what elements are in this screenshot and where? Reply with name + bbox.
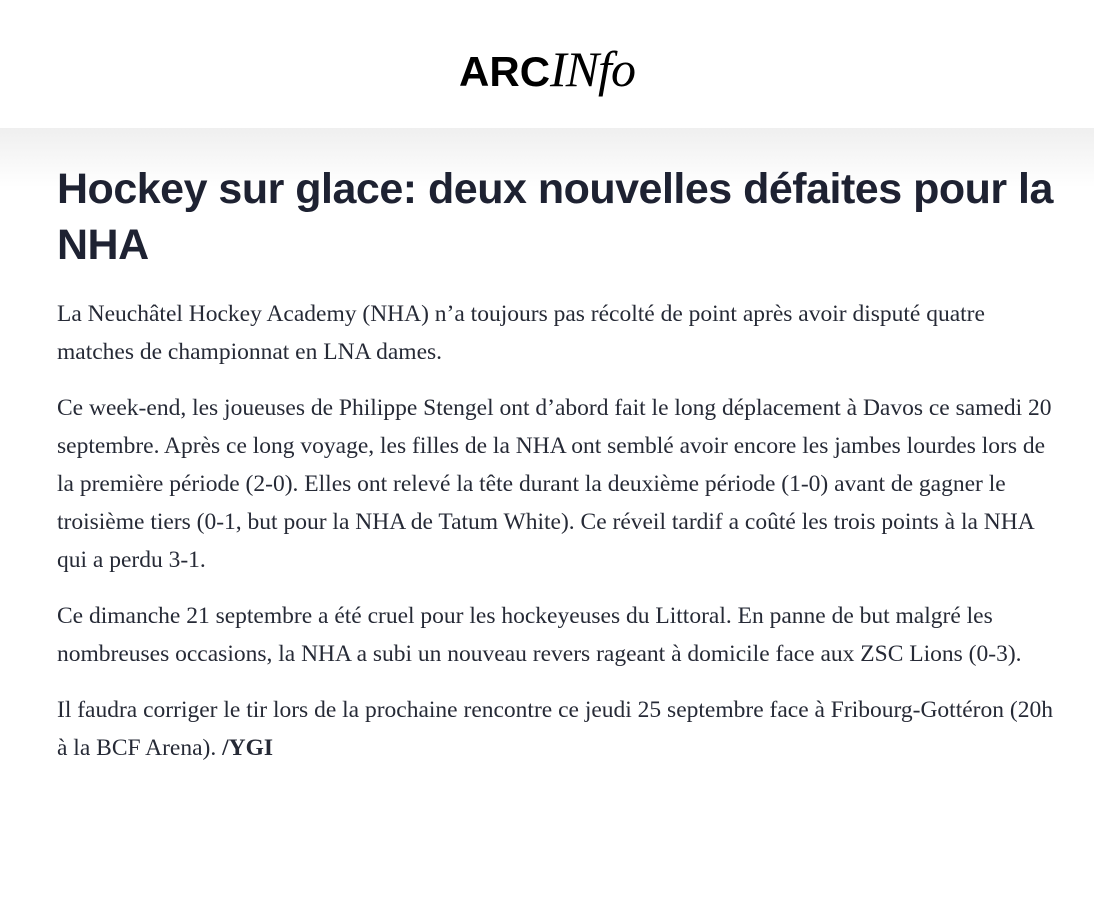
logo-info: INfo	[550, 41, 635, 97]
logo-arc: ARC	[459, 48, 551, 95]
article-paragraph: Ce dimanche 21 septembre a été cruel pour les hockeyeuses du Littoral. En panne de but malgré les nombreuses occasions, la NHA a subi un nouveau revers rageant à domicile face aux ZSC Lions (0-3).	[57, 603, 1022, 667]
article-paragraph: Ce week-end, les joueuses de Philippe Stengel ont d’abord fait le long déplacement à Davos ce samedi 20 septembre. Après ce long voyage, les filles de la NHA ont semblé avoir encore les jambes lourdes lors de la première période (2-0). Elles ont relevé la tête durant la deuxième période (1-0) avant de gagner le troisième tiers (0-1, but pour la NHA de Tatum White). Ce réveil tardif a coûté les trois points à la NHA qui a perdu 3-1.	[57, 395, 1052, 573]
article-paragraph: La Neuchâtel Hockey Academy (NHA) n’a toujours pas récolté de point après avoir disputé quatre matches de championnat en LNA dames.	[57, 301, 985, 365]
article-title: Hockey sur glace: deux nouvelles défaites pour la NHA	[57, 165, 1053, 269]
author-signature: /YGI	[222, 735, 274, 761]
article-container	[0, 128, 1094, 767]
site-header	[0, 0, 1094, 128]
paragraph-text: Il faudra corriger le tir lors de la prochaine rencontre ce jeudi 25 septembre face à Fribourg-Gottéron (20h à la BCF Arena).	[57, 697, 1053, 761]
article	[0, 128, 1094, 767]
article-paragraph	[57, 691, 1054, 767]
arcinfo-logo[interactable]	[459, 40, 635, 98]
